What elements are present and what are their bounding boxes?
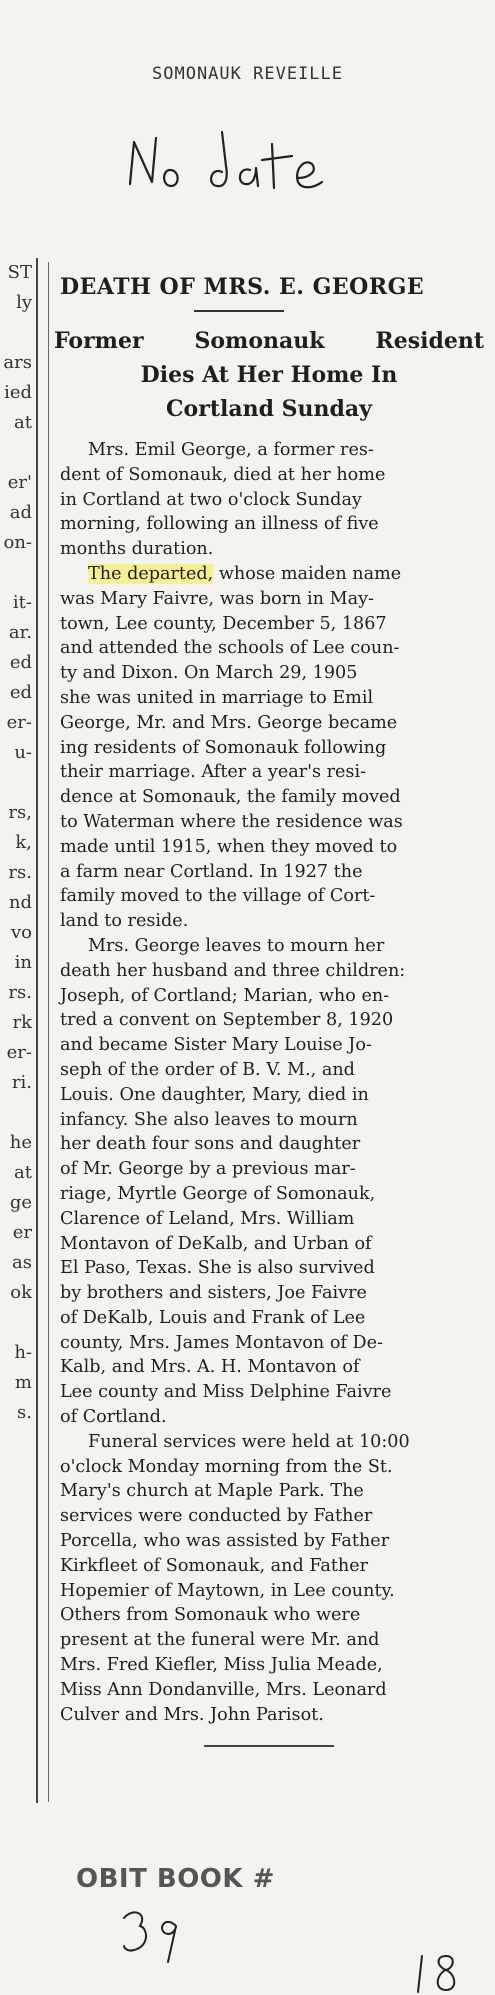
article-line: Lee county and Miss Delphine Faivre (60, 1382, 392, 1403)
article-paragraph (60, 562, 495, 934)
article-line: ty and Dixon. On March 29, 1905 (60, 663, 358, 684)
subheadline-line-2: Dies At Her Home In (140, 362, 398, 388)
adjacent-column-fragment (0, 258, 32, 1558)
headline: DEATH OF MRS. E. GEORGE (60, 274, 425, 300)
article-line: services were conducted by Father (60, 1506, 373, 1527)
obit-book-stamp: OBIT BOOK # (76, 1864, 275, 1894)
article-line: Hopemier of Maytown, in Lee county. (60, 1580, 395, 1601)
article-paragraph (60, 438, 495, 562)
article-line: riage, Myrtle George of Somonauk, (60, 1183, 376, 1204)
fragment-line: ar. (8, 622, 32, 643)
fragment-line: rk (12, 1012, 32, 1033)
fragment-line (0, 1308, 32, 1338)
fragment-line: er- (6, 1042, 32, 1063)
article-line: town, Lee county, December 5, 1867 (60, 613, 387, 634)
article-line: Clarence of Leland, Mrs. William (60, 1208, 355, 1229)
article-line: death her husband and three children: (60, 960, 406, 981)
fragment-line: ge (9, 1192, 32, 1213)
fragment-line: ars (3, 352, 32, 373)
subheadline-line-1: Former Somonauk Resident (54, 328, 484, 354)
fragment-line: ed (9, 682, 32, 703)
article-line: The departed, whose maiden name (88, 563, 402, 584)
article-line: dence at Somonauk, the family moved (60, 787, 401, 808)
article-line: made until 1915, when they moved to (60, 836, 398, 857)
article-line: and attended the schools of Lee coun- (60, 638, 400, 659)
fragment-line: rs, (8, 802, 32, 823)
article-line: ing residents of Somonauk following (60, 737, 387, 758)
article-line: present at the funeral were Mr. and (60, 1630, 380, 1651)
article-line: Others from Somonauk who were (60, 1605, 361, 1626)
article-line: land to reside. (60, 911, 189, 932)
fragment-line (0, 1098, 32, 1128)
fragment-line: rs. (8, 862, 32, 883)
article-line: Mrs. George leaves to mourn her (88, 935, 385, 956)
article-line: of Mr. George by a previous mar- (60, 1159, 356, 1180)
fragment-line: nd (8, 892, 32, 913)
article-line: Culver and Mrs. John Parisot. (60, 1704, 324, 1725)
subheadline (54, 324, 484, 426)
headline-rule (194, 310, 284, 312)
fragment-line: he (9, 1132, 32, 1153)
fragment-line: s. (17, 1402, 32, 1423)
article-line: Louis. One daughter, Mary, died in (60, 1084, 369, 1105)
article-paragraph (60, 934, 495, 1430)
article-line: Funeral services were held at 10:00 (88, 1431, 410, 1452)
article-line: o'clock Monday morning from the St. (60, 1456, 393, 1477)
article-line: Mrs. Fred Kiefler, Miss Julia Meade, (60, 1655, 383, 1676)
fragment-line: in (14, 952, 32, 973)
article-line: Montavon of DeKalb, and Urban of (60, 1233, 372, 1254)
fragment-line: ad (9, 502, 32, 523)
column-rule (36, 258, 38, 1803)
article-line: El Paso, Texas. She is also survived (60, 1258, 375, 1279)
fragment-line: it- (12, 592, 32, 613)
fragment-line: rs. (8, 982, 32, 1003)
article-line: tred a convent on September 8, 1920 (60, 1010, 394, 1031)
article-line: Kirkfleet of Somonauk, and Father (60, 1555, 369, 1576)
fragment-line: ied (4, 382, 32, 403)
fragment-line: u- (14, 742, 32, 763)
subheadline-line-3: Cortland Sunday (166, 396, 372, 422)
article-line: Mrs. Emil George, a former res- (88, 440, 374, 460)
article-line: morning, following an illness of five (60, 514, 379, 535)
fragment-line: h- (14, 1342, 32, 1363)
column-rule-inner (48, 262, 49, 1802)
fragment-line: k, (15, 832, 32, 853)
handwritten-book-number (118, 1906, 188, 1966)
fragment-line: er- (6, 712, 32, 733)
article-line: in Cortland at two o'clock Sunday (60, 489, 362, 510)
fragment-line: ST (7, 262, 32, 283)
fragment-line (0, 768, 32, 798)
article-line: family moved to the village of Cort- (60, 886, 376, 907)
fragment-line: ed (9, 652, 32, 673)
fragment-line: er' (7, 472, 32, 493)
article-line: their marriage. After a year's resi- (60, 762, 367, 783)
article-line: she was united in marriage to Emil (60, 687, 374, 708)
article-line: infancy. She also leaves to mourn (60, 1109, 358, 1130)
article-line: dent of Somonauk, died at her home (60, 464, 386, 485)
end-rule (204, 1745, 334, 1747)
fragment-line: ly (16, 292, 32, 313)
fragment-line: ok (10, 1282, 32, 1303)
article-line: George, Mr. and Mrs. George became (60, 712, 398, 733)
article-line: of DeKalb, Louis and Frank of Lee (60, 1307, 366, 1328)
fragment-line: as (12, 1252, 32, 1273)
fragment-line (0, 318, 32, 348)
article-line: Mary's church at Maple Park. The (60, 1481, 364, 1502)
fragment-line: m (14, 1372, 32, 1393)
fragment-line: vo (10, 922, 32, 943)
article-line: and became Sister Mary Louise Jo- (60, 1035, 372, 1056)
fragment-line: ri. (11, 1072, 32, 1093)
article-body (60, 438, 495, 1727)
article-line: Porcella, who was assisted by Father (60, 1531, 390, 1552)
fragment-line: at (14, 412, 32, 433)
fragment-line (0, 438, 32, 468)
article-line: by brothers and sisters, Joe Faivre (60, 1283, 367, 1304)
fragment-line: on- (3, 532, 32, 553)
article-line: seph of the order of B. V. M., and (60, 1059, 355, 1080)
highlighted-phrase: The departed, (88, 563, 214, 584)
article-line: county, Mrs. James Montavon of De- (60, 1332, 383, 1353)
article-line: months duration. (60, 539, 214, 560)
article-line: to Waterman where the residence was (60, 811, 403, 832)
handwritten-page-mark (410, 1950, 470, 1995)
article-line: was Mary Faivre, was born in May- (60, 588, 374, 609)
article-line: a farm near Cortland. In 1927 the (60, 861, 363, 882)
article-line: Miss Ann Dondanville, Mrs. Leonard (60, 1679, 387, 1700)
fragment-line: at (14, 1162, 32, 1183)
fragment-line (0, 558, 32, 588)
newspaper-name: SOMONAUK REVEILLE (152, 64, 343, 84)
article-line: of Cortland. (60, 1407, 167, 1428)
article-line: Kalb, and Mrs. A. H. Montavon of (60, 1357, 360, 1378)
fragment-line: er (12, 1222, 32, 1243)
article-line: her death four sons and daughter (60, 1134, 361, 1155)
obituary-article (54, 262, 495, 1747)
handwritten-no-date-note (122, 122, 362, 212)
article-paragraph (60, 1430, 495, 1728)
article-line: Joseph, of Cortland; Marian, who en- (60, 985, 390, 1006)
